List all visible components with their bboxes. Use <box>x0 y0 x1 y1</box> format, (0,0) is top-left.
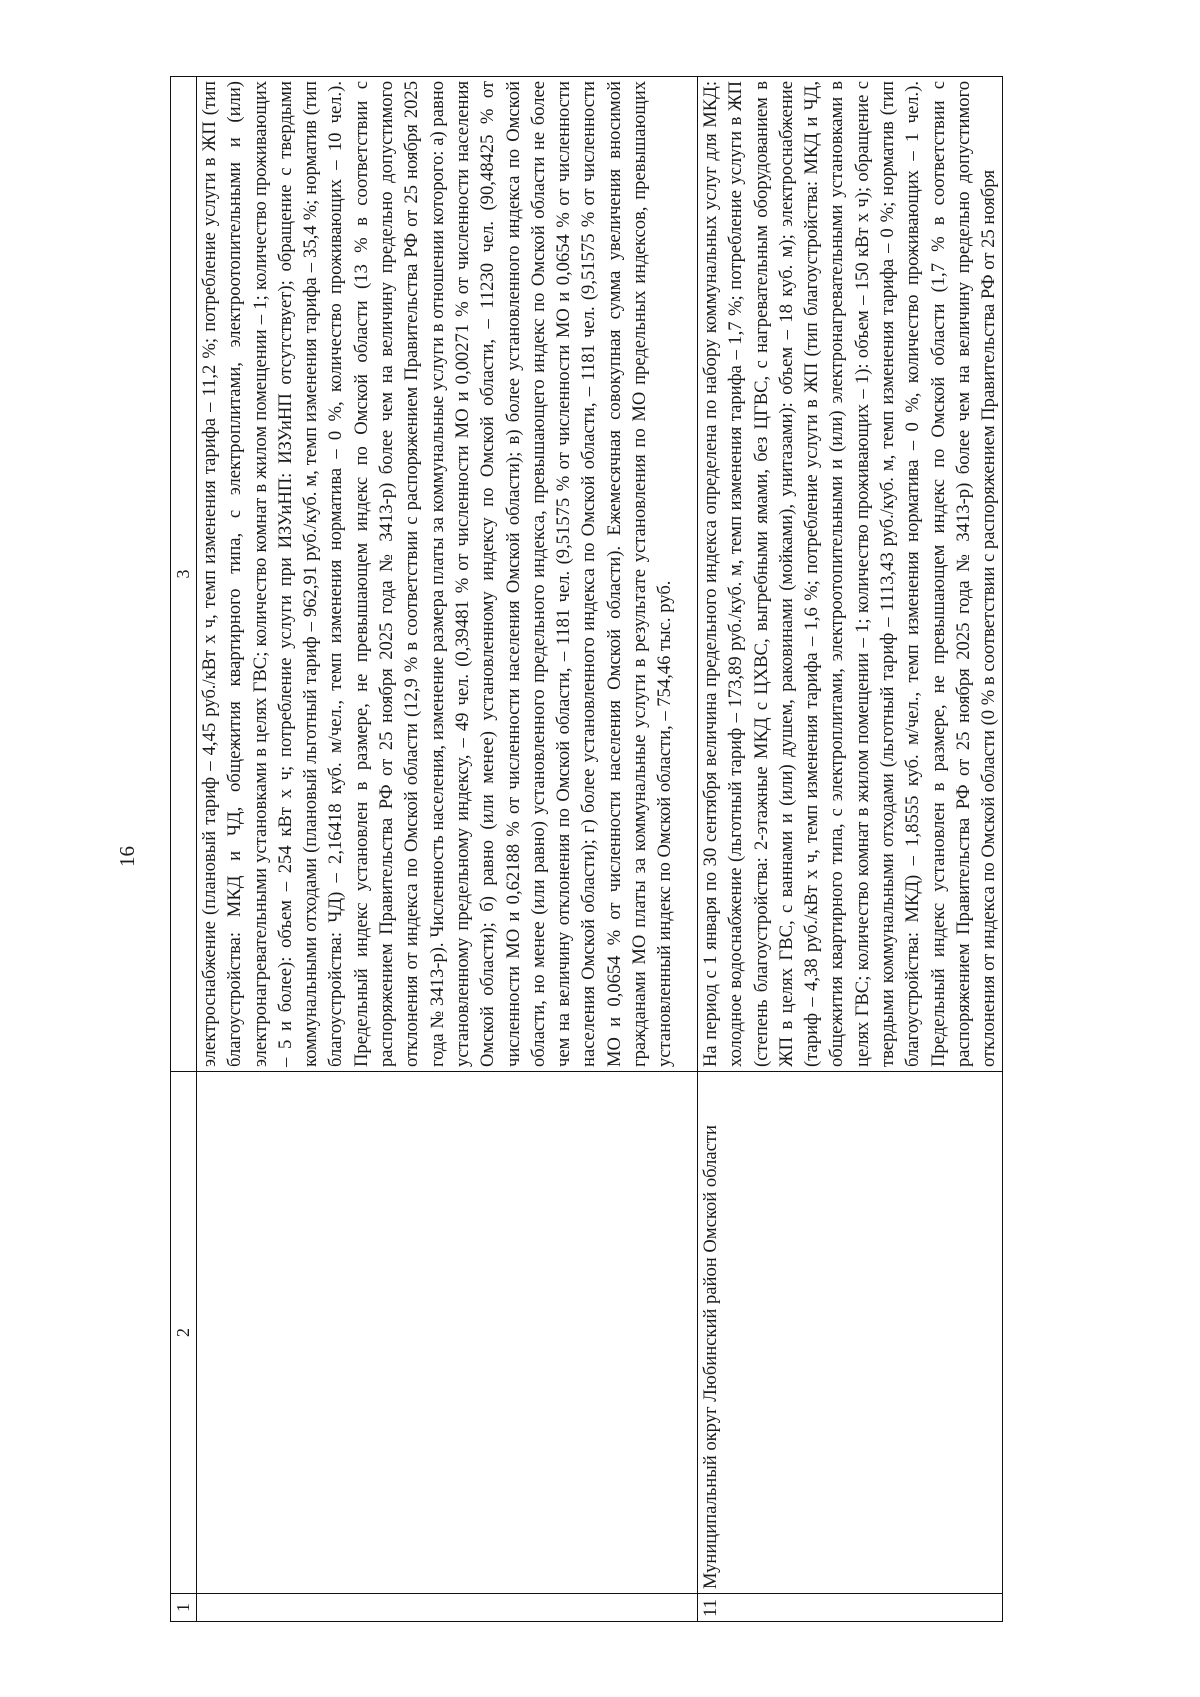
header-col-1: 1 <box>171 1594 197 1622</box>
row-description: электроснабжение (плановый тариф – 4,45 руб./кВт х ч, темп изменения тарифа – 11,2 %; потребление услуги в ЖП (тип благоустройства: МКД и ЧД, общежития квартирного типа, с электроплитами, электроотопительными и (или) электронагревательными установками в целях ГВС; количество комнат в жилом помещении – 1; количество проживающих – 5 и более): объем – 254 кВт х ч; потребление услуги при ИЗУиНП: ИЗУиНП отсутствует); обращение с твердыми коммунальными отходами (плановый льготный тариф – 962,91 руб./куб. м, темп изменения тарифа – 35,4 %; норматив (тип благоустройства: ЧД) – 2,16418 куб. м/чел., темп изменения норматива – 0 %, количество проживающих – 10 чел.). Предельный индекс установлен в размере, не превышающем индекс по Омской области (13 % в соответствии с распоряжением Правительства РФ от 25 ноября 2025 года № 3413-р) более чем на величину предельно допустимого отклонения от индекса по Омской области (12,9 % в соответствии с распоряжением Правительства РФ от 25 ноября 2025 года № 3413-р). Численность населения, изменение размера платы за коммунальные услуги в отношении которого: а) равно установленному предельному индексу, – 49 чел. (0,39481 % от численности МО и 0,00271 % от численности населения Омской области); б) равно (или менее) установленному индексу по Омской области, – 11230 чел. (90,48425 % от численности МО и 0,62188 % от численности населения Омской области); в) более установленного индекса по Омской области, но менее (или равно) установленного предельного индекса, превышающего индекс по Омской области не более чем на величину отклонения по Омской области, – 1181 чел. (9,51575 % от численности МО и 0,0654 % от численности населения Омской области); г) более установленного индекса по Омской области, – 1181 чел. (9,51575 % от численности МО и 0,0654 % от численности населения Омской области). Ежемесячная совокупная сумма увеличения вносимой гражданами МО платы за коммунальные услуги в результате установления по МО предельных индексов, превышающих установленный индекс по Омской области, – 754,46 тыс. руб. <box>197 77 698 1072</box>
page-number: 16 <box>115 846 139 867</box>
row-number <box>197 1594 698 1622</box>
region-name <box>197 1072 698 1594</box>
header-col-2: 2 <box>171 1072 197 1594</box>
region-name: Муниципальный округ Любинский район Омской области <box>698 1072 1003 1594</box>
tariff-table <box>170 76 1003 1622</box>
table-row <box>698 77 1003 1622</box>
header-col-3: 3 <box>171 77 197 1072</box>
table-row <box>197 77 698 1622</box>
row-description: На период с 1 января по 30 сентября величина предельного индекса определена по набору коммунальных услуг для МКД: холодное водоснабжение (льготный тариф – 173,89 руб./куб. м, темп изменения тарифа – 1,7 %; потребление услуги в ЖП (степень благоустройства: 2-этажные МКД с ЦХВС, выгребными ямами, без ЦГВС, с нагревательным оборудованием в ЖП в целях ГВС, с ваннами и (или) душем, раковинами (мойками), унитазами): объем – 18 куб. м); электроснабжение (тариф – 4,38 руб./кВт х ч, темп изменения тарифа – 1,6 %; потребление услуги в ЖП (тип благоустройства: МКД и ЧД, общежития квартирного типа, с электроплитами, электроотопительными и (или) электронагревательными установками в целях ГВС; количество комнат в жилом помещении – 1; количество проживающих – 1): объем – 150 кВт х ч); обращение с твердыми коммунальными отходами (льготный тариф – 1113,43 руб./куб. м, темп изменения тарифа – 0 %; норматив (тип благоустройства: МКД) – 1,8555 куб. м/чел., темп изменения норматива – 0 %, количество проживающих – 1 чел.). Предельный индекс установлен в размере, не превышающем индекс по Омской области (1,7 % в соответствии с распоряжением Правительства РФ от 25 ноября 2025 года № 3413-р) более чем на величину предельно допустимого отклонения от индекса по Омской области (0 % в соответствии с распоряжением Правительства РФ от 25 ноября <box>698 77 1003 1072</box>
table-header-row <box>171 77 197 1622</box>
row-number: 11 <box>698 1594 1003 1622</box>
